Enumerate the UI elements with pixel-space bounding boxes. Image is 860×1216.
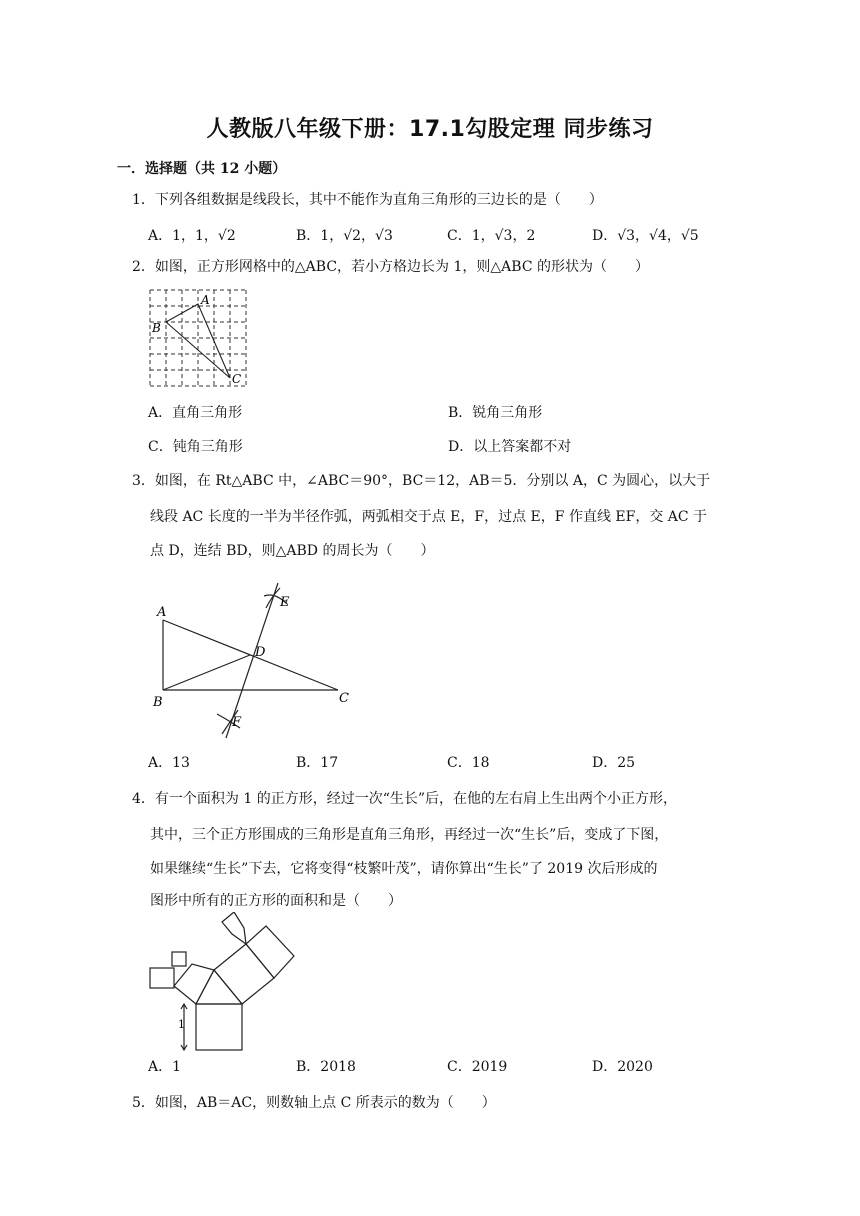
question-4-stem-line2: 其中，三个正方形围成的三角形是直角三角形，再经过一次“生长”后，变成了下图， xyxy=(150,827,669,843)
q2-grid-figure xyxy=(146,286,254,392)
question-3-stem-line3: 点 D，连结 BD，则△ABD 的周长为（ ） xyxy=(150,543,435,559)
q2-label-a: A xyxy=(201,293,210,307)
q3-label-a: A xyxy=(157,605,167,620)
question-4-stem-line4: 图形中所有的正方形的面积和是（ ） xyxy=(150,893,402,909)
q2-option-c: C．钝角三角形 xyxy=(148,439,243,455)
question-3-stem-line2: 线段 AC 长度的一半为半径作弧，两弧相交于点 E，F，过点 E，F 作直线 EF，交 AC 于 xyxy=(150,509,708,525)
q2-option-b: B．锐角三角形 xyxy=(448,405,543,421)
q3-label-c: C xyxy=(339,691,349,706)
section-heading: 一．选择题（共 12 小题） xyxy=(117,161,287,177)
q4-pythagoras-tree-figure xyxy=(144,912,304,1054)
question-4-stem-line3: 如果继续“生长”下去，它将变得“枝繁叶茂”，请你算出“生长”了 2019 次后形成的 xyxy=(150,861,658,877)
q3-option-a: A．13 xyxy=(148,755,190,771)
question-5-stem: 5．如图，AB＝AC，则数轴上点 C 所表示的数为（ ） xyxy=(132,1095,496,1111)
q2-option-a: A．直角三角形 xyxy=(148,405,243,421)
question-1-stem: 1．下列各组数据是线段长，其中不能作为直角三角形的三边长的是（ ） xyxy=(132,192,603,208)
document-title: 人教版八年级下册：17.1勾股定理 同步练习 xyxy=(206,117,654,142)
question-4-stem-line1: 4．有一个面积为 1 的正方形，经过一次“生长”后，在他的左右肩上生出两个小正方形， xyxy=(132,791,678,807)
q1-option-a: A．1，1，√2 xyxy=(148,228,236,244)
q4-option-c: C．2019 xyxy=(447,1059,508,1075)
question-3-stem-line1: 3．如图，在 Rt△ABC 中，∠ABC＝90°，BC＝12，AB＝5．分别以 A，C 为圆心，以大于 xyxy=(132,473,711,489)
q3-label-d: D xyxy=(255,645,266,660)
q3-label-f: F xyxy=(232,715,242,730)
q3-label-b: B xyxy=(153,695,163,710)
q1-option-b: B．1，√2，√3 xyxy=(296,228,393,244)
q3-option-d: D．25 xyxy=(592,755,636,771)
q4-option-d: D．2020 xyxy=(592,1059,653,1075)
q1-option-d: D．√3，√4，√5 xyxy=(592,228,699,244)
q3-label-e: E xyxy=(280,595,290,610)
q2-label-b: B xyxy=(152,321,161,335)
q3-option-b: B．17 xyxy=(296,755,339,771)
q4-option-a: A．1 xyxy=(148,1059,182,1075)
q2-option-d: D．以上答案都不对 xyxy=(448,439,572,455)
q4-option-b: B．2018 xyxy=(296,1059,356,1075)
q3-construction-figure xyxy=(148,578,360,746)
q2-label-c: C xyxy=(232,372,242,386)
question-2-stem: 2．如图，正方形网格中的△ABC，若小方格边长为 1，则△ABC 的形状为（ ） xyxy=(132,259,649,275)
q4-side-length-label: 1 xyxy=(178,1018,185,1031)
q3-option-c: C．18 xyxy=(447,755,490,771)
q1-option-c: C．1，√3，2 xyxy=(447,228,536,244)
